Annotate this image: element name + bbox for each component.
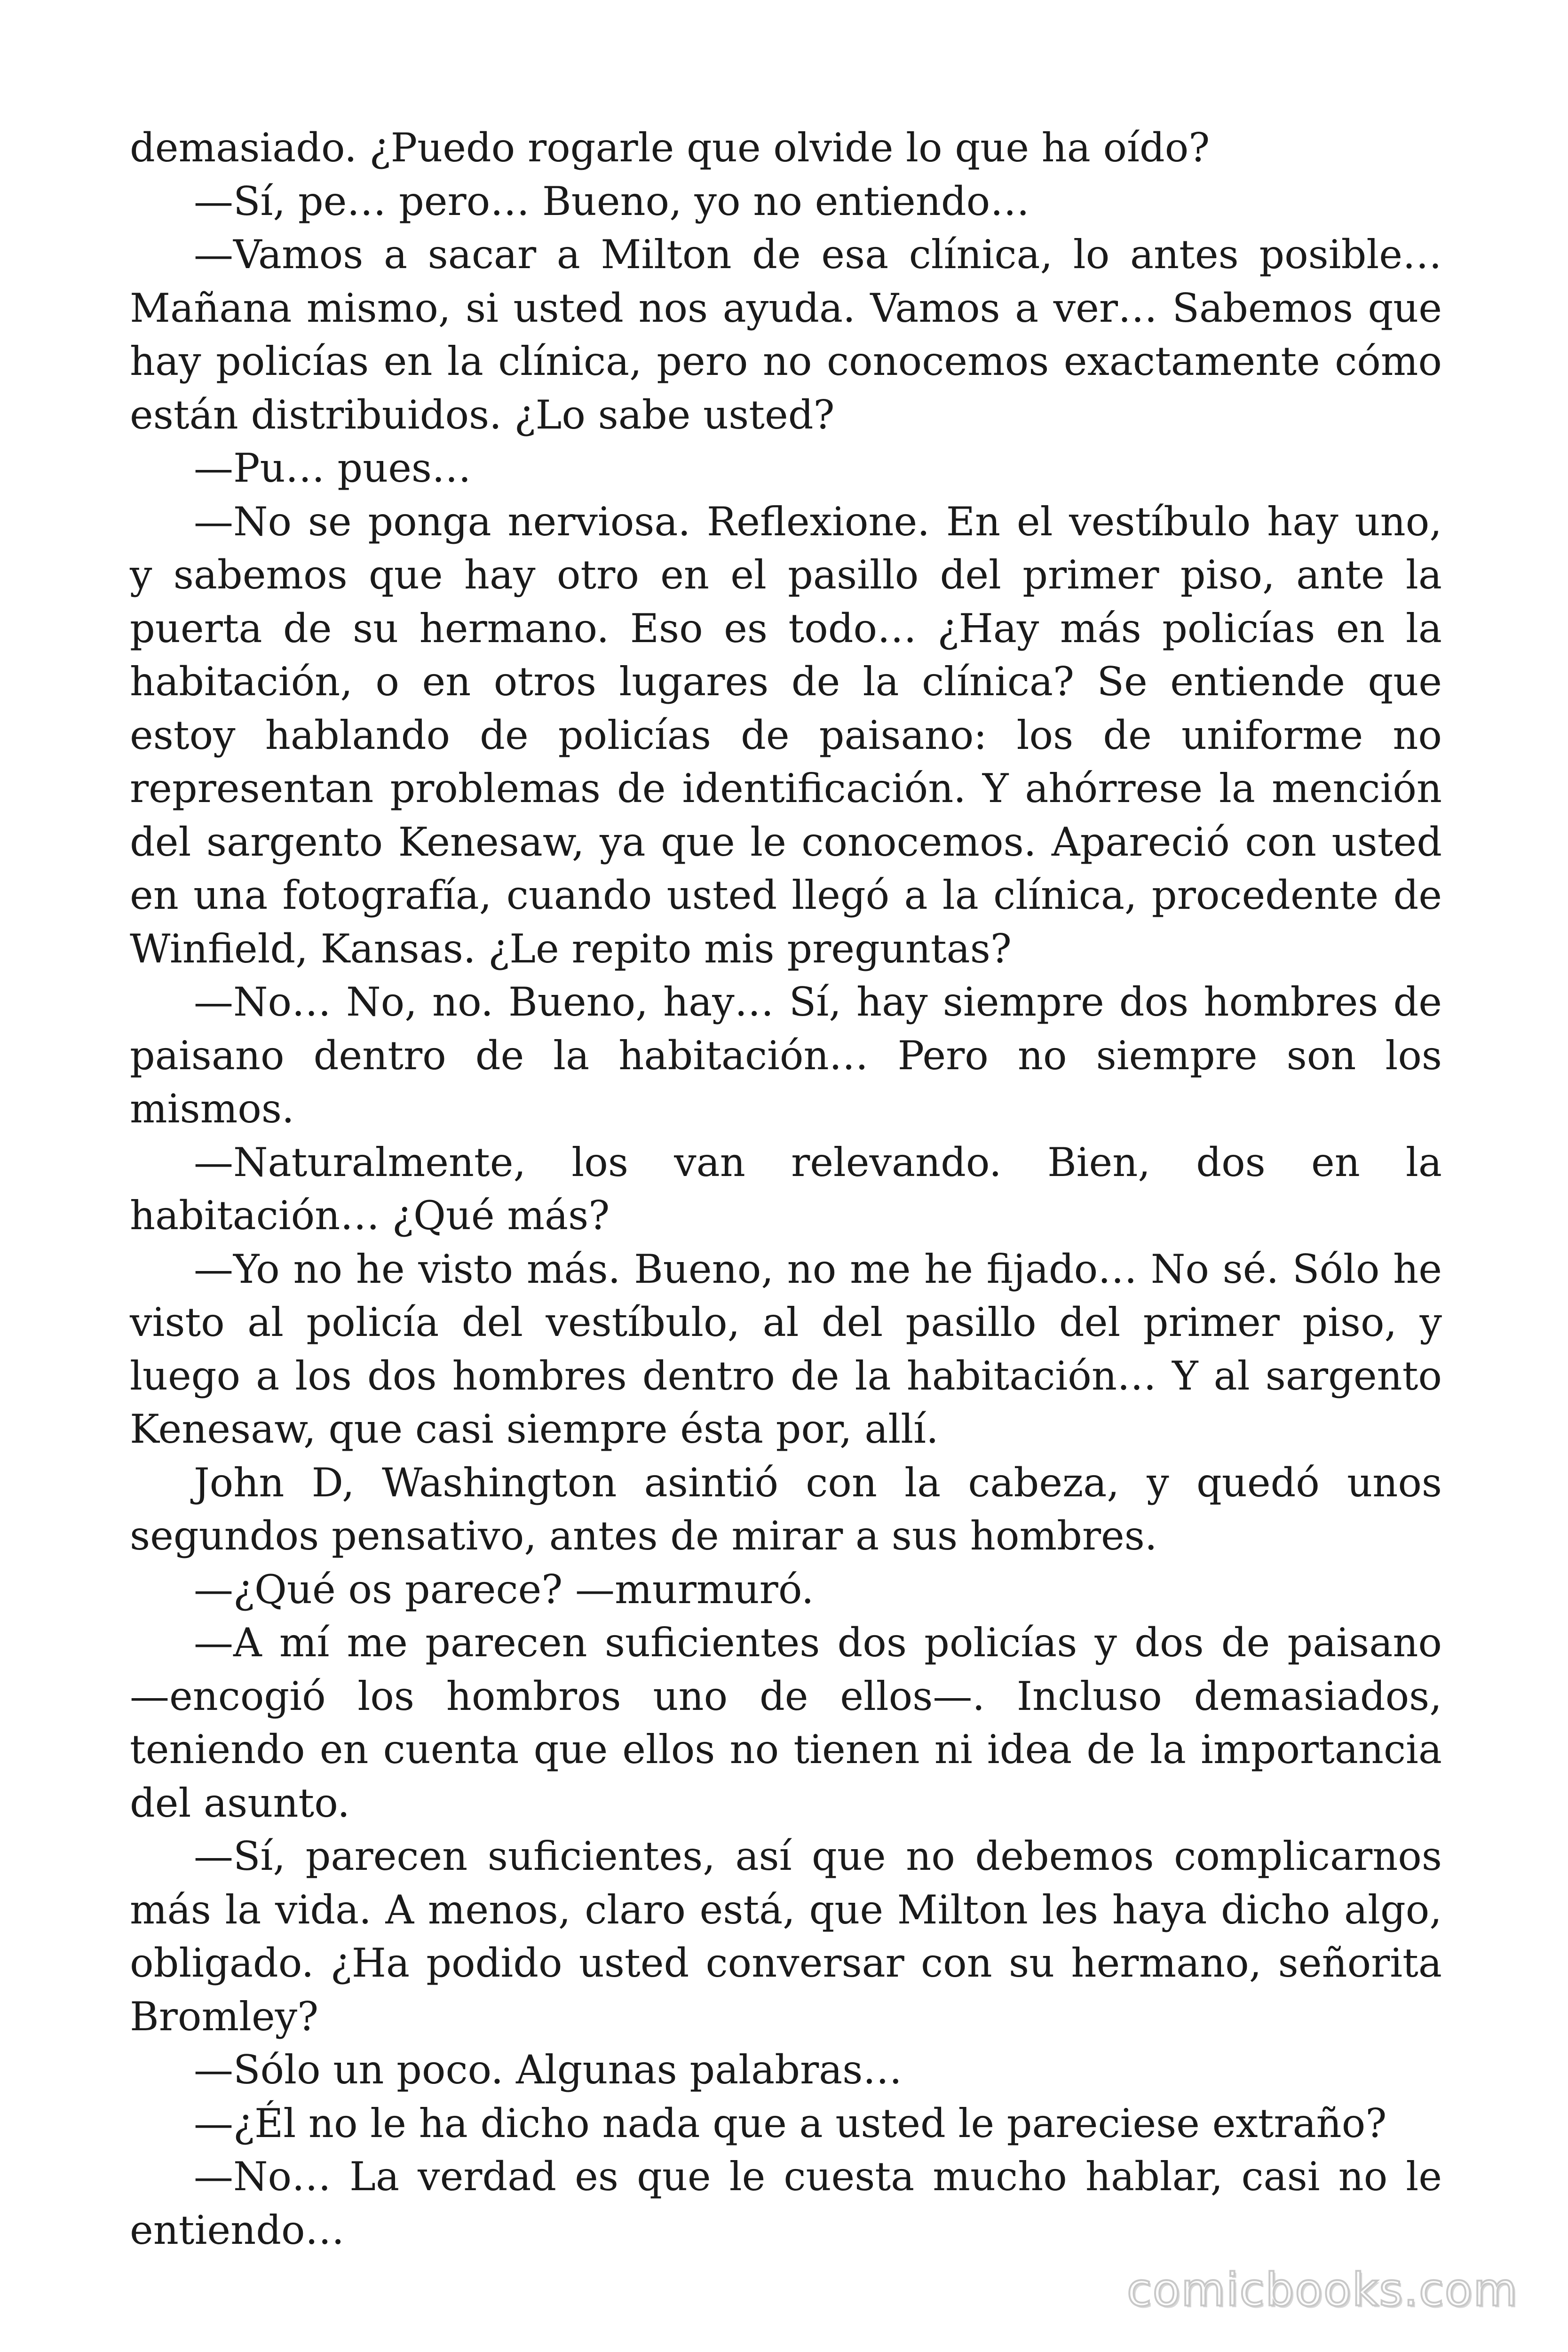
paragraph: —Vamos a sacar a Milton de esa clínica, lo antes posible… Mañana mismo, si usted nos ayuda. Vamos a ver… Sabemos que hay policías en la clínica, pero no conocemos exactamente cómo están distribuidos. ¿Lo sabe usted? [130,231,1442,438]
paragraph: —Sí, parecen suficientes, así que no debemos complicarnos más la vida. A menos, claro está, que Milton les haya dicho algo, obligado. ¿Ha podido usted conversar con su hermano, señorita Bromley? [130,1833,1442,2040]
paragraph: —Sí, pe… pero… Bueno, yo no entiendo… [194,178,1030,224]
paragraph: —No… No, no. Bueno, hay… Sí, hay siempre dos hombres de paisano dentro de la habitación… Pero no siempre son los mismos. [130,979,1442,1132]
paragraph: John D, Washington asintió con la cabeza, y quedó unos segundos pensativo, antes de mirar a sus hombres. [130,1459,1442,1559]
body-text [130,121,1442,2257]
paragraph: —Sólo un poco. Algunas palabras… [194,2047,903,2093]
paragraph: —Naturalmente, los van relevando. Bien, dos en la habitación… ¿Qué más? [130,1139,1442,1239]
paragraph: —No… La verdad es que le cuesta mucho hablar, casi no le entiendo… [130,2153,1442,2253]
paragraph: demasiado. ¿Puedo rogarle que olvide lo que ha oído? [130,125,1210,171]
paragraph: —Pu… pues… [194,445,472,491]
paragraph: —¿Qué os parece? —murmuró. [194,1566,814,1613]
paragraph: —Yo no he visto más. Bueno, no me he fijado… No sé. Sólo he visto al policía del vestíbulo, al del pasillo del primer piso, y luego a los dos hombres dentro de la habitación… Y al sargento Kenesaw, que casi siempre ésta por, allí. [130,1246,1442,1452]
paragraph: —A mí me parecen suficientes dos policías y dos de paisano —encogió los hombros uno de ellos—. Incluso demasiados, teniendo en cuenta que ellos no tienen ni idea de la importancia del asunto. [130,1620,1442,1826]
watermark: comicbooks.com [1126,2264,1518,2316]
paragraph: —¿Él no le ha dicho nada que a usted le pareciese extraño? [194,2100,1387,2146]
paragraph: —No se ponga nerviosa. Reflexione. En el vestíbulo hay uno, y sabemos que hay otro en el pasillo del primer piso, ante la puerta de su hermano. Eso es todo… ¿Hay más policías en la habitación, o en otros lugares de la clínica? Se entiende que estoy hablando de policías de paisano: los de uniforme no representan problemas de identificación. Y ahórrese la mención del sargento Kenesaw, ya que le conocemos. Apareció con usted en una fotografía, cuando usted llegó a la clínica, procedente de Winfield, Kansas. ¿Le repito mis preguntas? [130,498,1442,972]
